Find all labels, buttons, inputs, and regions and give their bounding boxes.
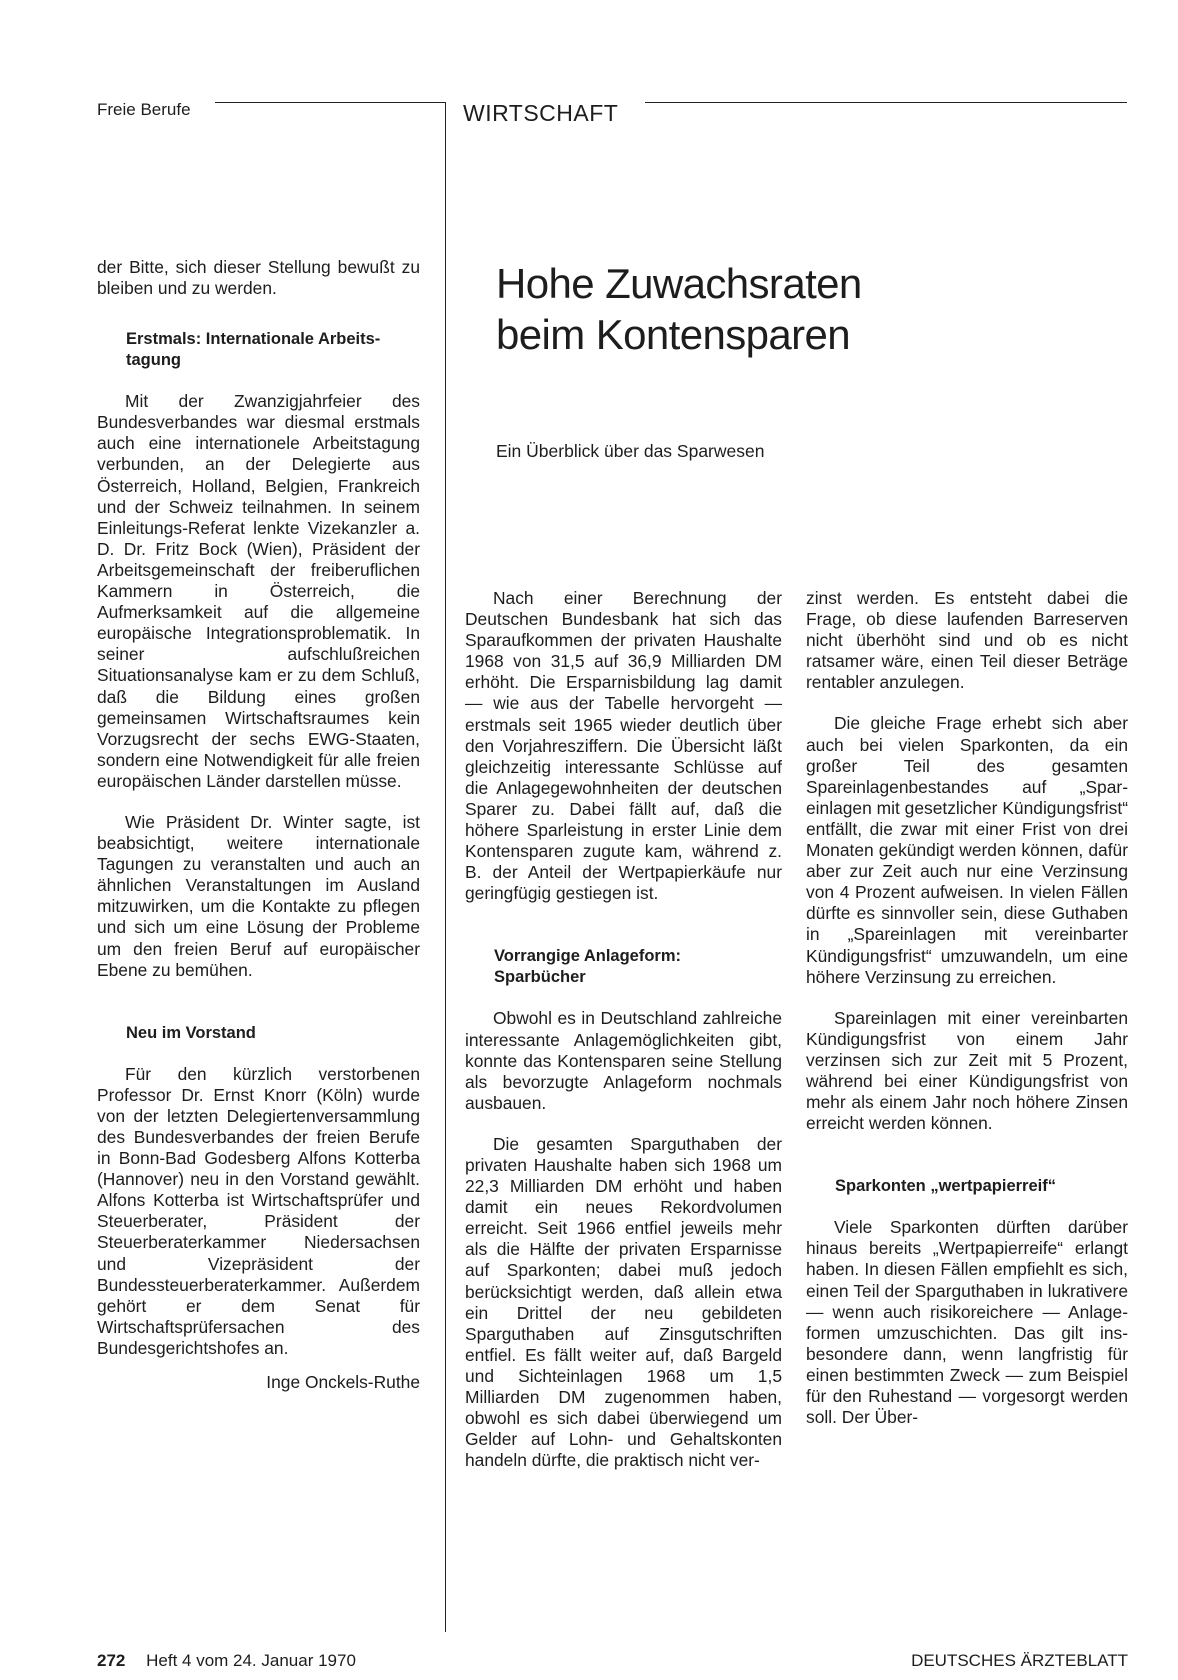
- paragraph: Nach einer Berechnung der Deutschen Bundesbank hat sich das Sparaufkommen der privaten Haushalte 1968 von 31,5 auf 36,9 Milliarden DM erhöht. Die Ersparnisbildung lag damit — wie aus der Tabelle hervorgeht — erstmals seit 1965 wieder deutlich über den Vorjahresziffern. Die Übersicht läßt gleichzeitig interessante Schlüsse auf die Anlagegewohnheiten der deutschen Sparer zu. Dabei fällt auf, daß die höhere Sparleistung in erster Linie dem Kontensparen zugute kam, während z. B. der Anteil der Wertpapierkäufe nur geringfügig gestiegen ist.: [465, 588, 782, 904]
- subheading-arbeitstagung: Erstmals: Internationale Arbeitstagung: [126, 330, 381, 370]
- article-headline: Hohe Zuwachsraten beim Kontensparen: [496, 260, 862, 358]
- paragraph: Obwohl es in Deutschland zahlreiche interessante Anlagemöglichkeiten gibt, konnte das Kontensparen seine Stellung als bevorzugte Anlageform nochmals ausbauen.: [465, 1008, 782, 1113]
- section-label-left: Freie Berufe: [97, 100, 191, 119]
- author-byline: Inge Onckels-Ruthe: [266, 1372, 420, 1393]
- left-column: [97, 257, 420, 1393]
- publication-name: DEUTSCHES ÄRZTEBLATT: [911, 1651, 1128, 1670]
- page-number: 272: [97, 1651, 126, 1670]
- paragraph: Spareinlagen mit einer vereinbarten Kündigungsfrist von einem Jahr verzinsen sich zur Zeit mit 5 Prozent, während bei einer Kündigungsfrist von mehr als einem Jahr noch höhere Zinsen erreicht werden können.: [806, 1007, 1128, 1134]
- header-rule-right: [645, 102, 1127, 103]
- subheading-wertpapierreif: Sparkonten „wertpapierreif“: [835, 1177, 1056, 1196]
- paragraph: Wie Präsident Dr. Winter sagte, ist beabsichtigt, weitere internationale Tagungen zu veranstalten und auch an ähnlichen Veranstaltungen im Ausland mitzuwirken, um die Kontakte zu pflegen und sich um eine Lösung der Probleme um den freien Beruf auf europäischer Ebene zu bemühen.: [97, 811, 420, 980]
- section-label-right: WIRTSCHAFT: [463, 100, 619, 126]
- paragraph: zinst werden. Es entsteht dabei die Frage, ob diese laufenden Barreserven nicht überhöht sind und ob es nicht ratsamer wäre, einen Teil dieser Beträge rentabler anzulegen.: [806, 588, 1128, 693]
- issue-info: Heft 4 vom 24. Januar 1970: [146, 1651, 356, 1670]
- paragraph: Die gesamten Sparguthaben der privaten Haushalte haben sich 1968 um 22,3 Milliarden DM erhöht und haben damit ein neues Rekordvolumen erreicht. Seit 1966 entfiel jeweils mehr als die Hälfte der privaten Ersparnisse auf Sparkonten; dabei muß jedoch berücksichtigt werden, daß allein etwa ein Drittel der neu gebildeten Sparguthaben auf Zinsgutschriften entfiel. Es fällt weiter auf, daß Bargeld und Sichteinlagen 1968 um 1,5 Milliarden DM zugenommen haben, obwohl es sich dabei überwiegend um Gelder auf Lohn- und Gehaltskonten handeln dürfte, die praktisch nicht ver-: [465, 1133, 782, 1471]
- subheading-vorstand: Neu im Vorstand: [126, 1023, 256, 1042]
- right-column: [806, 588, 1128, 1428]
- middle-column: [465, 588, 782, 1471]
- subheading-sparbuecher: Vorrangige Anlageform: Sparbücher: [494, 947, 682, 987]
- column-divider: [445, 102, 446, 1632]
- intro-paragraph: der Bitte, sich dieser Stellung bewußt zu bleiben und zu werden.: [97, 257, 420, 299]
- paragraph: Für den kürzlich verstorbenen Professor Dr. Ernst Knorr (Köln) wurde von der letzten Delegiertenversammlung des Bundesverbandes der freien Berufe in Bonn-Bad Godesberg Alfons Kotterba (Hannover) neu in den Vorstand gewählt. Alfons Kotterba ist Wirtschaftsprüfer und Steuerberater, Präsident der Steuerberaterkammer Niedersachsen und Vizepräsident der Bundessteuerberaterkammer. Außerdem gehört er dem Senat für Wirtschaftsprüfersachen des Bundesgerichtshofes an.: [97, 1063, 420, 1358]
- paragraph: Die gleiche Frage erhebt sich aber auch bei vielen Sparkonten, da ein großer Teil des gesamten Spareinlagenbestandes auf „Spareinlagen mit gesetzlicher Kündigungsfrist“ entfällt, die zwar mit einer Frist von drei Monaten gekündigt werden können, dafür aber zur Zeit auch nur eine Verzinsung von 4 Prozent aufweisen. In vielen Fällen dürfte es sinnvoller sein, diese Guthaben in „Spareinlagen mit vereinbarter Kündigungsfrist“ umzuwandeln, um eine höhere Verzinsung zu erreichen.: [806, 713, 1128, 987]
- header-rule-left: [215, 102, 445, 103]
- article-subtitle: Ein Überblick über das Sparwesen: [496, 441, 765, 461]
- paragraph: Mit der Zwanzigjahrfeier des Bundesverbandes war diesmal erstmals auch eine internationele Arbeitstagung verbunden, an der Delegierte aus Österreich, Holland, Belgien, Frankreich und der Schweiz teilnahmen. In seinem Einleitungs-Referat lenkte Vizekanzler a. D. Dr. Fritz Bock (Wien), Präsident der Arbeitsgemeinschaft der freiberuflichen Kammern in Österreich, die Aufmerksamkeit auf die allgemeine europäische Integrationsproblematik. In seiner aufschlußreichen Situationsanalyse kam er zu dem Schluß, daß die Bildung eines großen gemeinsamen Wirtschaftsraumes kein Vorzugsrecht der sechs EWG-Staaten, sondern eine Notwendigkeit für alle freien europäischen Länder darstellen müsse.: [97, 391, 420, 791]
- footer-left: [97, 1651, 356, 1671]
- paragraph: Viele Sparkonten dürften darüber hinaus bereits „Wertpapierreife“ erlangt haben. In diesen Fällen empfiehlt es sich, einen Teil der Sparguthaben in lukrativere — wenn auch risikoreichere — Anlageformen umzuschichten. Das gilt insbesondere dann, wenn langfristig für einen bestimmten Zweck — zum Beispiel für den Ruhestand — vorgesorgt werden soll. Der Über-: [806, 1217, 1128, 1428]
